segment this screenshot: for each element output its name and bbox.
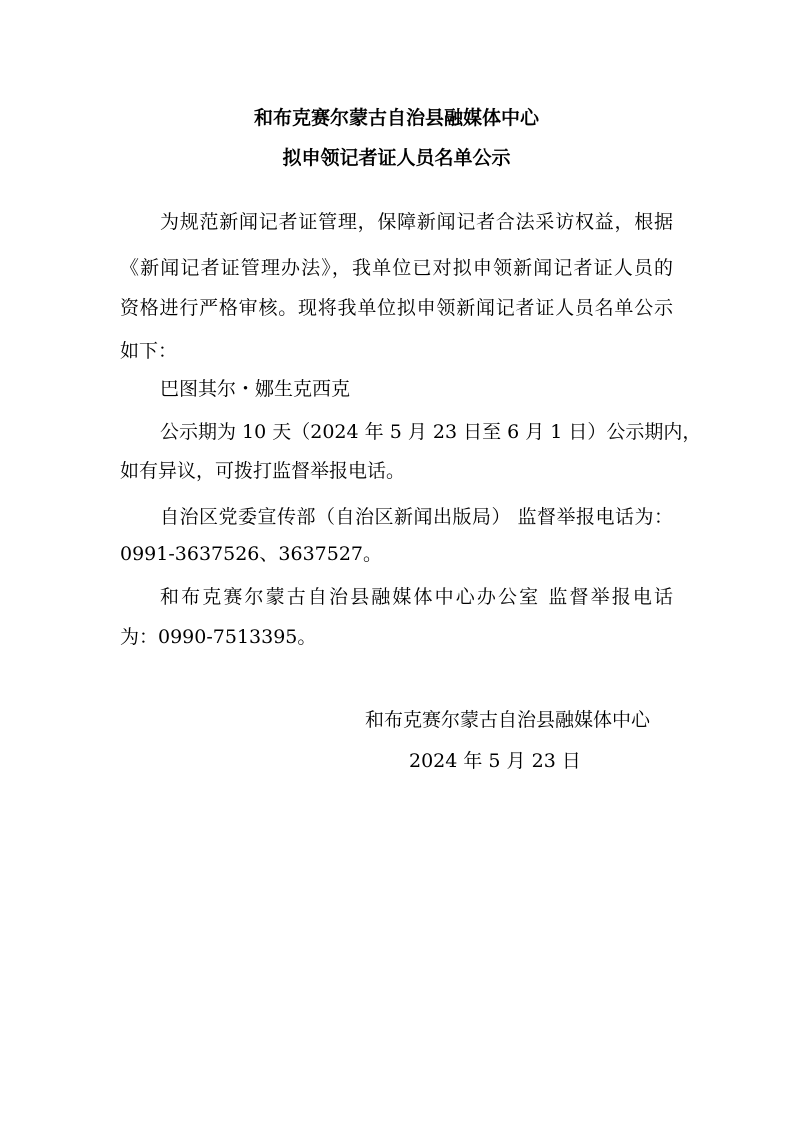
paragraph-period-line1: 公示期为 10 天（2024 年 5 月 23 日至 6 月 1 日）公示期内， — [160, 421, 702, 443]
paragraph-intro-line1: 为规范新闻记者证管理，保障新闻记者合法采访权益，根据 — [160, 211, 673, 233]
document-title-line2: 拟申领记者证人员名单公示 — [282, 147, 511, 169]
paragraph-intro-line3: 资格进行严格审核。现将我单位拟申领新闻记者证人员名单公示 — [120, 297, 673, 319]
paragraph-supervisor2-line2: 为：0990-7513395。 — [120, 626, 317, 648]
candidate-name: 巴图其尔・娜生克西克 — [160, 378, 351, 400]
paragraph-supervisor1-line2: 0991-3637526、3637527。 — [120, 543, 383, 565]
paragraph-period-line2: 如有异议，可拨打监督举报电话。 — [120, 460, 406, 482]
paragraph-supervisor2-line1: 和布克赛尔蒙古自治县融媒体中心办公室 监督举报电话 — [160, 586, 673, 608]
paragraph-intro-line2: 《新闻记者证管理办法》，我单位已对拟申领新闻记者证人员的 — [120, 257, 673, 279]
paragraph-intro-line4: 如下： — [120, 340, 178, 362]
document-title-line1: 和布克赛尔蒙古自治县融媒体中心 — [253, 107, 539, 129]
signature-org: 和布克赛尔蒙古自治县融媒体中心 — [365, 709, 651, 731]
paragraph-supervisor1-line1: 自治区党委宣传部（自治区新闻出版局） 监督举报电话为： — [160, 506, 673, 528]
signature-date: 2024 年 5 月 23 日 — [409, 750, 581, 772]
